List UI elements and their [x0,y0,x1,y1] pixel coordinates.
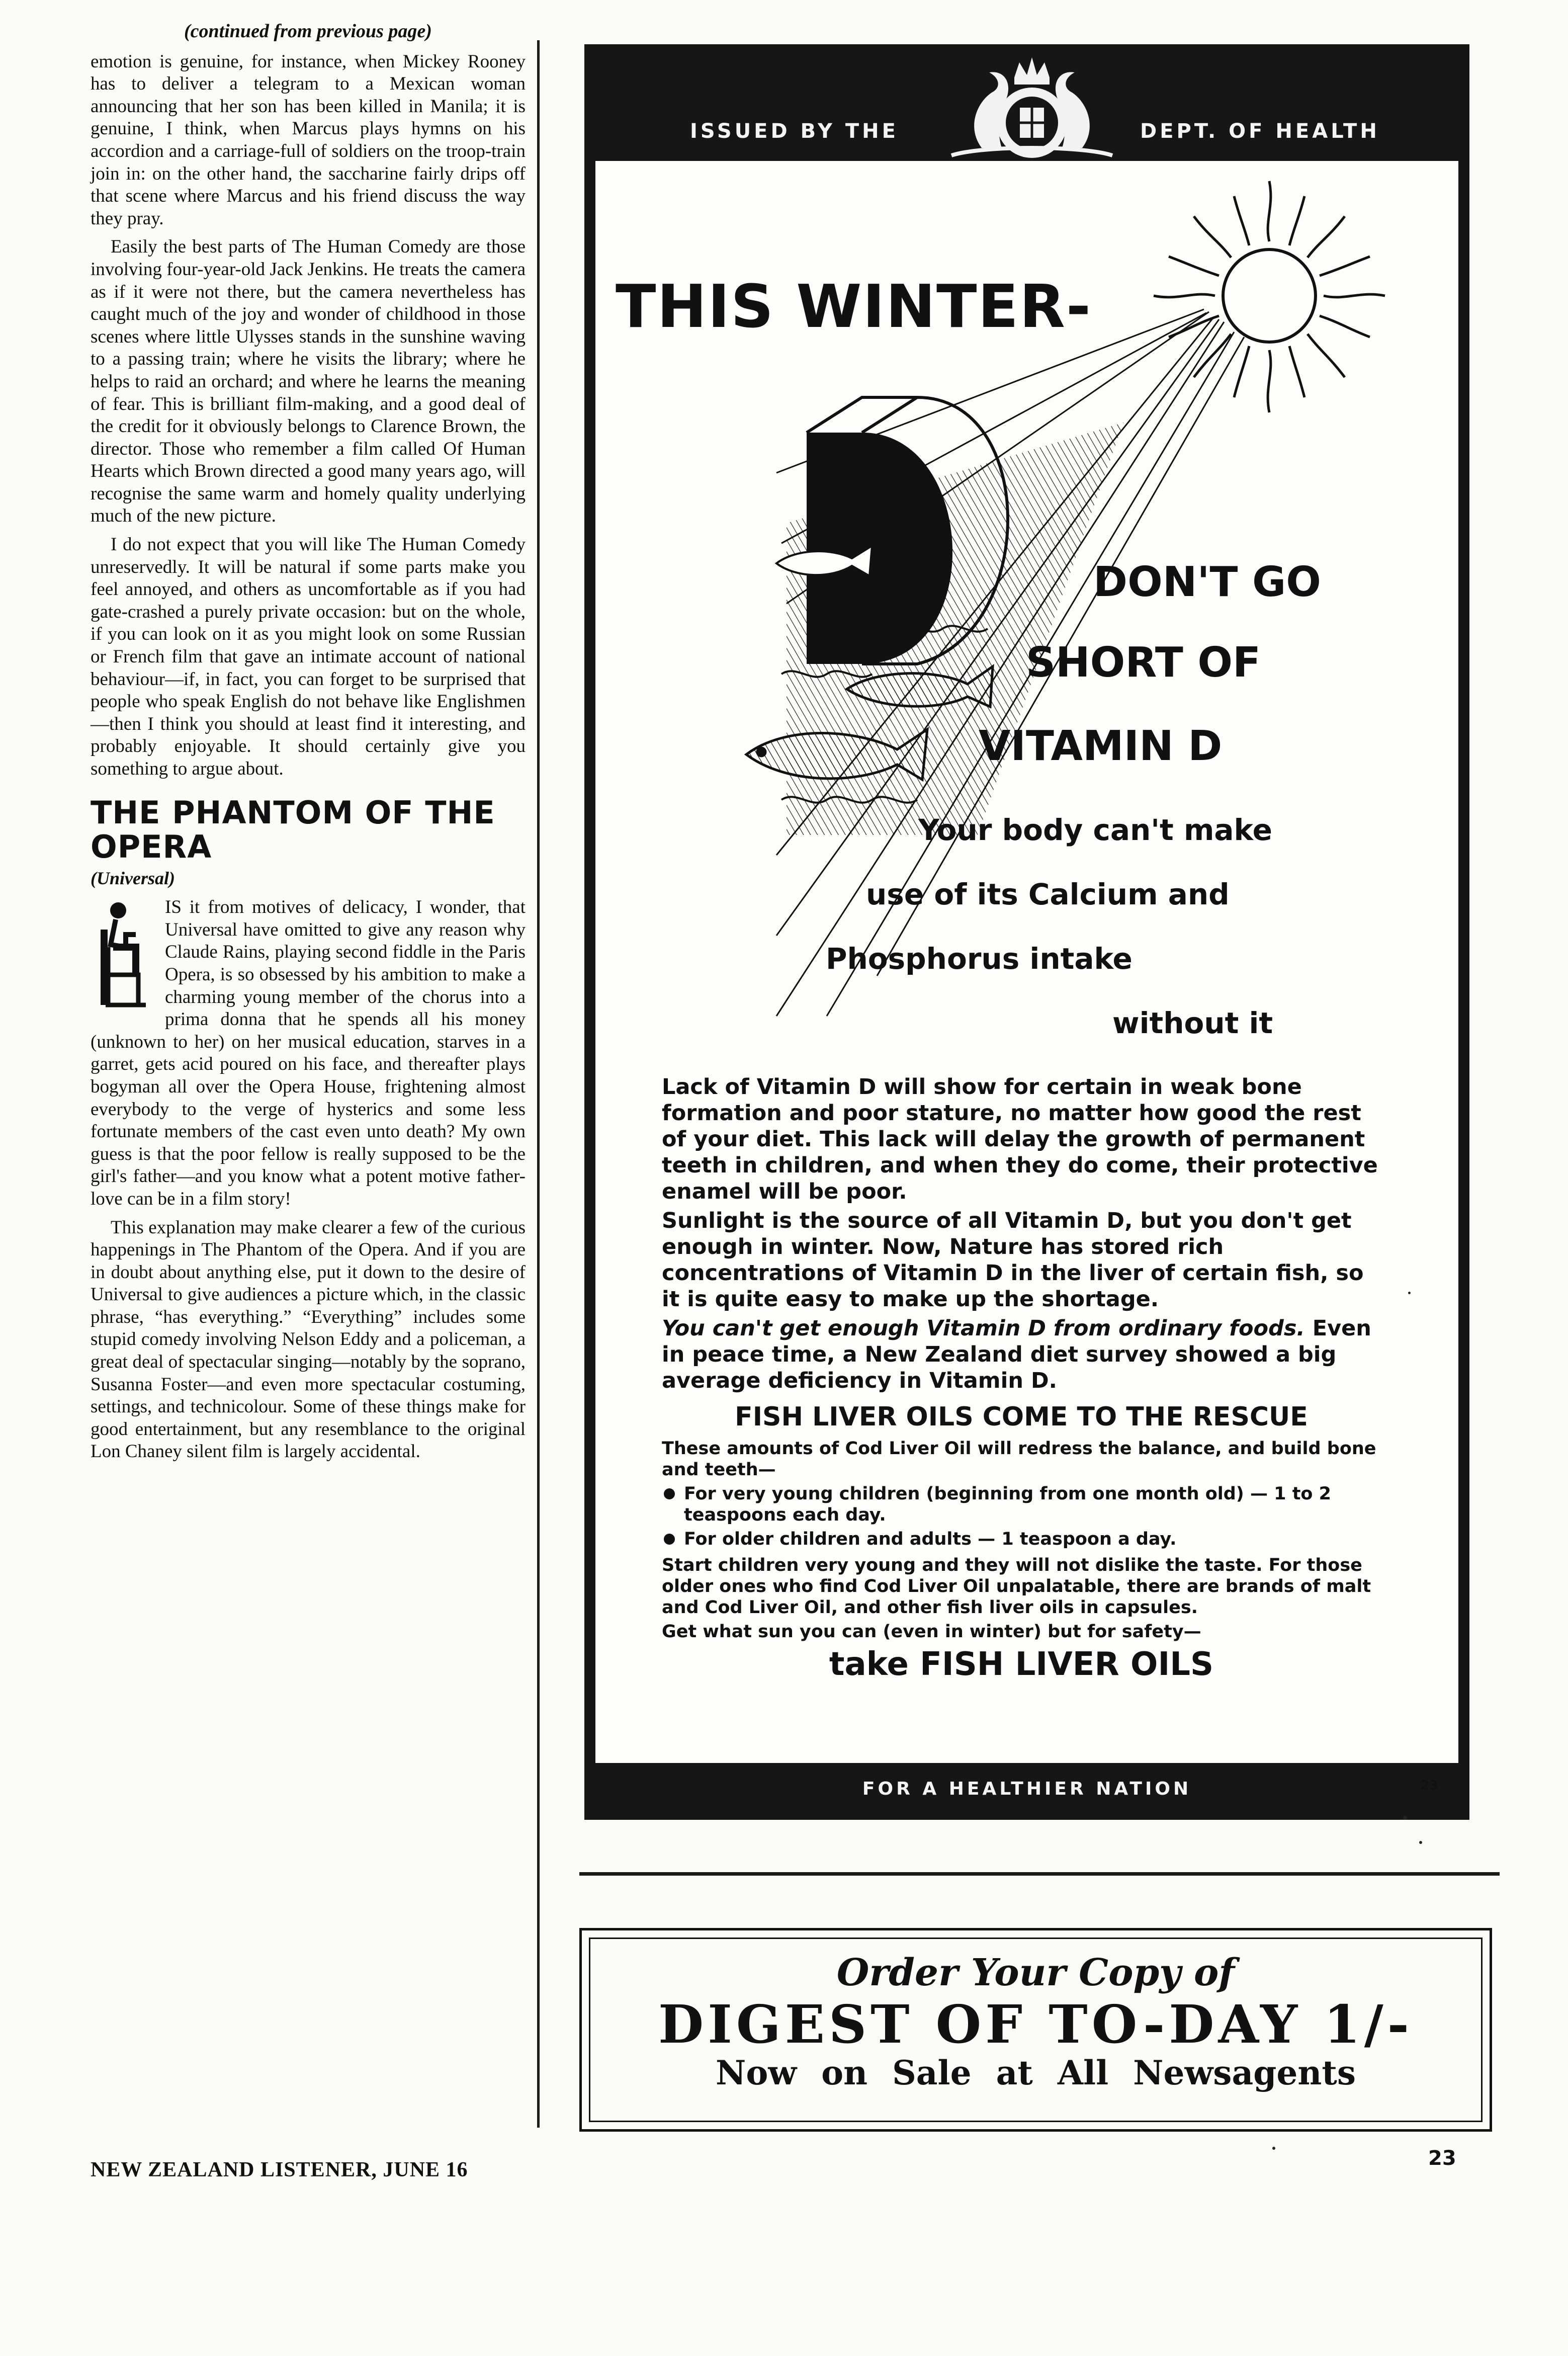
ad-get-sun: Get what sun you can (even in winter) but for safety— [662,1622,1201,1642]
ad-footer: FOR A HEALTHIER NATION [862,1779,1192,1799]
bullet-icon [664,1534,675,1545]
ad-body-paragraph: Lack of Vitamin D will show for certain in weak bone formation and poor stature, no matter how good the rest of your diet. This lack will delay the growth of permanent teeth in children, and when they do come, their protective enamel will be poor. [662,1074,1378,1204]
digest-title: DIGEST OF TO-DAY 1/- [658,1993,1413,2055]
article-paragraph: Easily the best parts of The Human Comedy are those involving four-year-old Jack Jenkins. He treats the camera as if it were not there, but the camera nevertheless has caught much of the joy and wonder of childhood in those scenes where little Ulysses stands in the sunshine waving to a passing train; where he visits the library; where he helps to raid an orchard; and where he learns the meaning of fear. This is brilliant film-making, and a good deal of the credit for it obviously belongs to Clarence Brown, the director. Those who remember a film called Of Human Hearts which Brown directed a good many years ago, will recognise the same warm and homely quality underlying much of the new picture. [91,236,526,527]
bullet-icon [664,1488,675,1499]
ad-body [662,1074,1381,1683]
review-studio: (Universal) [91,868,175,888]
ad-note: Start children very young and they will not dislike the taste. For those older ones who find Cod Liver Oil unpalatable, there are brands of malt and Cod Liver Oil, and other fish liver oils in capsules. [662,1555,1371,1618]
vitamin-d-advertisement [584,44,1469,1820]
ad-subhead: Your body can't make [918,813,1272,847]
print-speck [1408,1292,1411,1294]
horizontal-rule [579,1872,1500,1876]
ad-body-rest: Even in peace time, a New Zealand diet survey showed a big average deficiency in Vitamin D. [662,1316,1371,1393]
left-column-article [91,20,526,1469]
dept-label: DEPT. OF HEALTH [1140,120,1380,143]
print-speck [1272,2147,1275,2150]
print-speck [1419,1841,1422,1844]
article-paragraph: I do not expect that you will like The Human Comedy unreservedly. It will be natural if some parts make you feel annoyed, and others as uncomfortable as if you had gate-crashed a purely private occasion: but on the whole, if you can look on it as you might look on some Russian or French film that gave an intimate account of national behaviour—if, in fact, you can forget to be surprised that people who speak English do not behave like Englishmen—then I think you should at least find it interesting, and probably enjoyable. It should certainly give you something to argue about. [91,534,526,779]
bullet-text: For older children and adults — 1 teaspoon a day. [684,1529,1177,1549]
review-title: THE PHANTOM OF THE OPERA [91,794,495,865]
article-paragraph: emotion is genuine, for instance, when Mickey Rooney has to deliver a telegram to a Mexican woman announcing that her son has been killed in Manila; it is genuine, I think, when Marcus plays hymns on his accordion and a carriage-full of soldiers on the troop-train join in: on the other hand, the saccharine fairly drips off that scene where Marcus and his friend discuss the way they pray. [91,51,526,229]
digest-advertisement [579,1928,1492,2132]
ad-subhead: without it [1112,1006,1273,1040]
ad-body-italic: You can't get enough Vitamin D from ordinary foods. [662,1316,1305,1341]
royal-crest-icon [906,47,1158,163]
continued-note: (continued from previous page) [184,21,432,42]
ad-vitamin-d: VITAMIN D [979,722,1223,770]
ad-short-of: SHORT OF [1026,639,1261,687]
amounts-text: These amounts of Cod Liver Oil will redress the balance, and build bone and teeth— [662,1439,1376,1480]
issued-by-label: ISSUED BY THE [690,120,899,143]
seated-figure-icon [91,899,156,1015]
dosage-bullet [662,1529,1381,1550]
ad-header [584,44,1469,160]
sale-line: Now on Sale at All Newsagents [716,2053,1356,2092]
bullet-text: For very young children (beginning from one month old) — 1 to 2 teaspoons each day. [684,1484,1332,1525]
digest-box-inner [589,1938,1483,2122]
ad-subhead: Phosphorus intake [826,942,1133,976]
review-paragraph: IS it from motives of delicacy, I wonder, that Universal have omitted to give any reason why Claude Rains, playing second fiddle in the Paris Opera, is so obsessed by his ambition to make a charming young member of the chorus into a prima donna that he spends all his money (unknown to her) on her musical education, starves in a garret, gets acid poured on his face, and thereafter plays bogyman all over the Opera House, frightening almost everybody to the verge of hysterics and some less fortunate members of the cast even unto death? My own guess is that the poor fellow is really supposed to be the girl's father—and you know what a potent motive father-love can be in a film story! [91,897,526,1209]
rescue-heading: FISH LIVER OILS COME TO THE RESCUE [735,1402,1308,1432]
ad-subhead: use of its Calcium and [866,877,1230,911]
dosage-bullet [662,1483,1381,1526]
publication-footer: NEW ZEALAND LISTENER, JUNE 16 [91,2158,468,2181]
print-speck [1403,1816,1407,1820]
order-line: Order Your Copy of [836,1951,1235,1994]
review-paragraph: This explanation may make clearer a few of the curious happenings in The Phantom of the Opera. And if you are in doubt about anything else, put it down to the desire of Universal to give audiences a picture which, in the classic phrase, “has everything.” “Everything” includes some stupid comedy involving Nelson Eddy and a policeman, a great deal of spectacular singing—notably by the soprano, Susanna Foster—and even more spectacular costuming, settings, and technicolour. Some of these things make for good entertainment, but any resemblance to the original Lon Chaney silent film is largely accidental. [91,1217,526,1462]
page-number: 23 [1428,2147,1456,2170]
ad-headline: THIS WINTER- [616,272,1092,341]
ad-dont-go: DON'T GO [1093,558,1322,606]
ad-body-paragraph [662,1315,1381,1394]
ad-body-paragraph: Sunlight is the source of all Vitamin D, but you don't get enough in winter. Now, Nature has stored rich concentrations of Vitamin D in the liver of certain fish, so it is quite easy to make up the shortage. [662,1208,1364,1312]
ad-take-oils: take FISH LIVER OILS [829,1646,1214,1683]
review-body [91,896,526,1463]
ad-number: 23 [1420,1778,1439,1793]
column-divider [537,40,540,2128]
